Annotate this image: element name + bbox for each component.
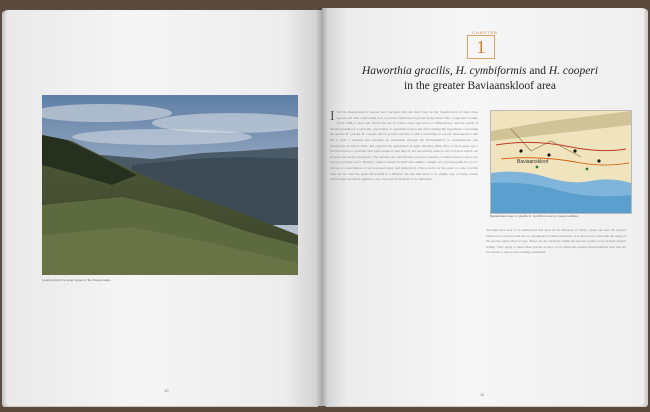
map-caption: Baviaanskloof area: H. gracilis, H. cymbiformis and H. cooperi localities (490, 214, 579, 218)
title-species2: H. cooperi (548, 65, 599, 77)
title-and: and (526, 65, 549, 77)
page-number-left: 10 (164, 388, 169, 393)
page-number-right: 11 (480, 392, 485, 397)
chapter-number: 1 (467, 35, 495, 59)
landscape-photo (42, 95, 298, 275)
map-place-label: Baviaanskloof (517, 159, 549, 165)
body-text-right: drawings then seek to be understood and used. In the interests of clarity, where one sees the species name not as a fixed point but as a grouping of related variations, it is necessary to describe the range of the species rather than its type. These are the variables within the species as they occur in their natural setting. They apply to these three species as they occur within the general Baviaanskloof area and are not meant to replace the existing treatments. (486, 228, 626, 255)
body-text-left: will be disappointed if anyone has concluded that any final view on the classification of these three species and their relationship is in a position which has long been in my mind. Why I supposed recently (from 1998) is that I am offered the use of a more close approach to a different key, and the results of the Baviaanskloof. I need this opportunity to speculate both in the field writing my hypothesis concerning the species H. gracilis, H. cooperi and H. gracilis and this is what I would like to record. Subsequent to that the 2 years I planned and executed an expedition through the Baviaanskloof to Grahamstown and thereabouts in March 2001, and repeated the exploration in April and May 2004. Five or more years ago I felt that there is a problem with plant names in that they do not necessarily reflect a set of objects which can be seen and easily recognised. The naming and classification process is purely of human interest and is not always precisely exact. Having a name is handy in itself and, unlike a sample of a growing plant in a pot, a picture or a description, it can be passed about and understood. I have tried over the years to come to terms with the fact that the genus Haworthia is a difficult one and that there is no simple way of being certain which name should be applied to any one plant in the field or in cultivation. (330, 110, 478, 182)
title-species: Haworthia gracilis, H. cymbiformis (361, 65, 527, 77)
body-column-right (486, 228, 626, 390)
chapter-title (330, 64, 630, 94)
locality-map (490, 110, 632, 214)
chapter-title-line2: in the greater Baviaanskloof area (404, 80, 556, 92)
chapter-label: CHAPTER (471, 30, 499, 35)
drop-cap: I (330, 110, 335, 124)
photo-caption: Looking down the upper slopes of the Kouga range... (42, 278, 113, 282)
body-column-left (330, 110, 478, 390)
book-gutter (316, 8, 328, 406)
chapter-title-line1 (330, 64, 630, 79)
